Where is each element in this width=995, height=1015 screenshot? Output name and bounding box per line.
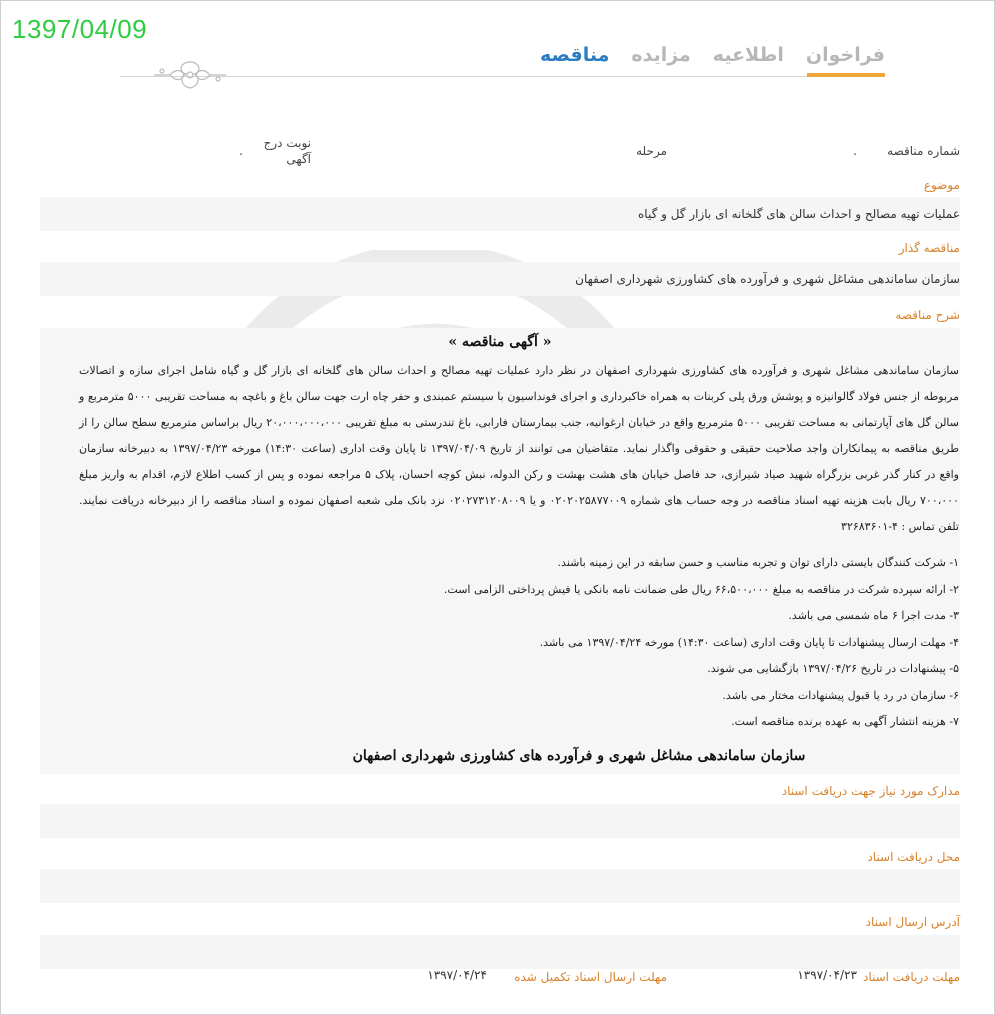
tender-number-label: شماره مناقصه [887,144,960,158]
documents-required-bar [40,804,960,838]
documents-place-label: محل دریافت اسناد [867,850,960,864]
announcement-body: سازمان ساماندهی مشاغل شهری و فرآورده های کشاورزی شهرداری اصفهان در نظر دارد عملیات تهیه مصالح و احداث سالن های گلخانه ای بازار گل و گیاه شامل اجرای سازه و اتصالات مربوطه از جنس فولاد گالوانیزه و پوشش ورق پلی کربنات به همراه خاکبرداری و اجرای فونداسیون با سیستم عمبندی و حفر چاه ارت جهت سالن باغ و باغچه به مساحت تقریبی ۵۰۰۰ مترمربع و سالن گل های آپارتمانی به مساحت تقریبی ۵۰۰۰ مترمربع واقع در خیابان ارغوانیه، جنب بیمارستان فارابی، باغ تندرستی به مبلغ تقریبی ۲۰،۰۰۰،۰۰۰،۰۰۰ ریال براساس مترمربع سطح سالن را از طریق مناقصه به پیمانکاران واجد صلاحیت حقیقی و حقوقی واگذار نماید. متقاضیان می توانند از تاریخ ۱۳۹۷/۰۴/۰۹ تا پایان وقت اداری (ساعت ۱۴:۳۰) مورخه ۱۳۹۷/۰۴/۲۳ به دبیرخانه سازمان واقع در کنار گذر غربی بزرگراه شهید صیاد شیرازی، حد فاصل خیابان های هشت بهشت و رکن الدوله، نبش کوچه احسان، پلاک ۵ مراجعه نموده و پس از کسب اطلاع لازم، اقدام به واریز مبلغ ۷۰۰،۰۰۰ ریال بابت هزینه تهیه اسناد مناقصه در وجه حساب های شماره ۰۲۰۲۰۲۵۸۷۷۰۰۹ و یا ۰۲۰۲۷۳۱۲۰۸۰۰۹ نزد بانک ملی شعبه اصفهان نموده و اسناد مناقصه را از دبیرخانه دریافت نمایند. تلفن تماس : ۴-۳۲۶۸۳۶۰۱ [79,364,960,533]
ornament-icon [150,58,230,92]
tab-notice[interactable]: اطلاعیه [712,44,784,66]
ad-turn-value: . [239,144,243,158]
announcement-title: « آگهی مناقصه » [448,334,552,350]
tenderer-label: مناقصه گذار [898,241,960,255]
condition-item: ۱- شرکت کنندگان بایستی دارای توان و تجربه مناسب و حسن سابقه در این زمینه باشند. [557,556,959,569]
subject-label: موضوع [923,178,960,192]
condition-item: ۶- سازمان در رد یا قبول پیشنهادات مختار می باشد. [722,688,959,702]
send-address-label: آدرس ارسال اسناد [865,915,960,929]
condition-item: ۵- پیشنهادات در تاریخ ۱۳۹۷/۰۴/۲۶ بازگشایی می شوند. [707,662,959,675]
ad-turn-label: نوبت درج [263,136,311,150]
condition-item: ۲- ارائه سپرده شرکت در مناقصه به مبلغ ۶۶،۵۰۰،۰۰۰ ریال طی ضمانت نامه بانکی یا فیش پرداختی الزامی است. [443,582,959,596]
tab-call[interactable]: فراخوان [805,44,885,66]
documents-place-bar [40,869,960,903]
stage-label: مرحله [636,144,667,158]
announcement-signature: سازمان ساماندهی مشاغل شهری و فرآورده های کشاورزی شهرداری اصفهان [352,748,806,764]
condition-item: ۳- مدت اجرا ۶ ماه شمسی می باشد. [788,609,959,622]
send-deadline-label: مهلت ارسال اسناد تکمیل شده [514,970,667,984]
condition-item: ۴- مهلت ارسال پیشنهادات تا پایان وقت اداری (ساعت ۱۴:۳۰) مورخه ۱۳۹۷/۰۴/۲۴ می باشد. [539,635,959,649]
tenderer-value: سازمان ساماندهی مشاغل شهری و فرآورده های کشاورزی شهرداری اصفهان [575,272,960,286]
date-stamp: 1397/04/09 [12,14,148,44]
category-tabs [540,44,885,66]
tender-number-value: . [853,144,857,158]
active-tab-indicator [807,73,885,77]
send-deadline-value: ۱۳۹۷/۰۴/۲۴ [427,968,487,982]
send-address-bar [40,935,960,969]
subject-value: عملیات تهیه مصالح و احداث سالن های گلخانه ای بازار گل و گیاه [638,207,960,221]
tab-auction[interactable]: مزایده [631,44,691,66]
condition-item: ۷- هزینه انتشار آگهی به عهده برنده مناقصه است. [731,715,959,728]
tabs-divider [120,76,885,77]
description-label: شرح مناقصه [895,308,960,322]
tab-tender[interactable]: مناقصه [540,44,610,66]
ad-turn-label-2: آگهی [286,152,311,166]
receive-deadline-label: مهلت دریافت اسناد [862,970,960,984]
announcement-conditions [79,550,959,736]
documents-required-label: مدارک مورد نیاز جهت دریافت اسناد [781,784,960,798]
receive-deadline-value: ۱۳۹۷/۰۴/۲۳ [797,968,857,982]
